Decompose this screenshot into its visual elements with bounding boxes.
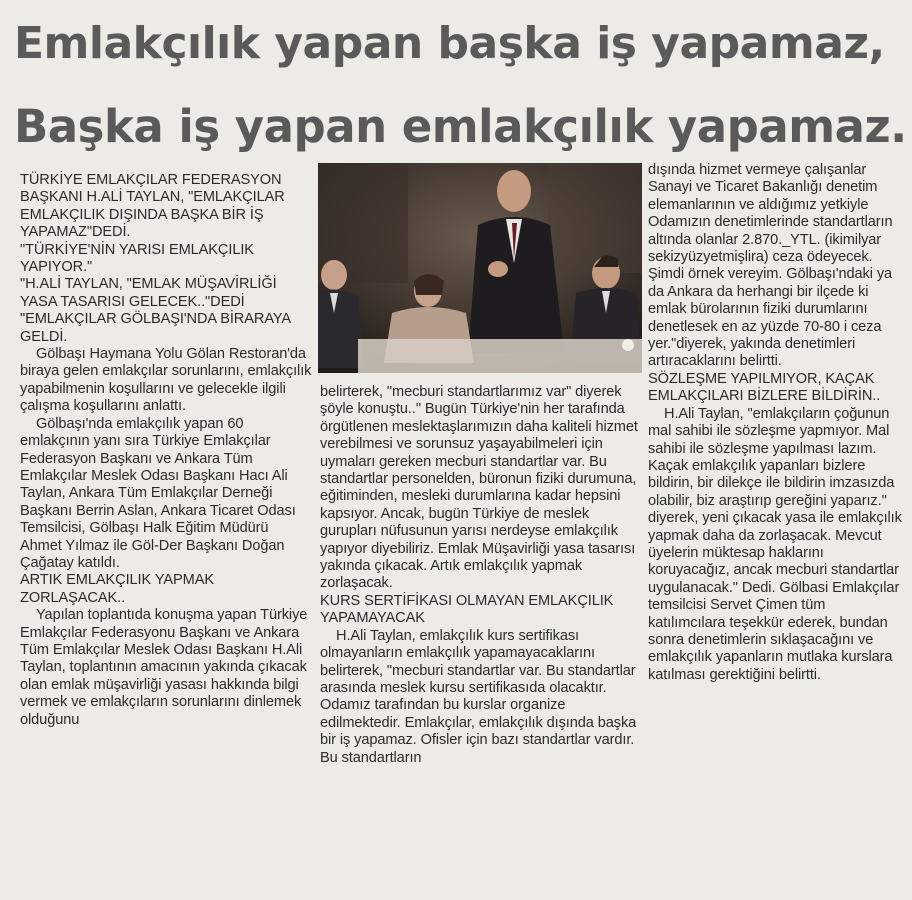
section-heading: "EMLAKÇILAR GÖLBAŞI'NDA BİRARAYA GELDİ. xyxy=(20,311,291,345)
article-column-1 xyxy=(20,172,312,729)
headline-line-2: Başka iş yapan emlakçılık yapamaz. xyxy=(14,100,907,153)
paragraph: Gölbaşı Haymana Yolu Gölan Restoran'da biraya gelen emlakçılar sorunlarını, emlakçılık yapabilmenin koşullarını ve gelecekle ilgili çalışma koşullarını anlattı. xyxy=(20,346,312,415)
event-photo xyxy=(318,163,642,373)
paragraph: Yapılan toplantıda konuşma yapan Türkiye Emlakçılar Federasyonu Başkanı ve Ankara Tüm Emlakçılar Meslek Odası Başkanı H.Ali Taylan, toplantının amacının yakında çıkacak olan emlak müşavirliği yasası hakkında bilgi vermek ve emlakçıların sorunlarını dinlemek olduğunu xyxy=(20,607,308,728)
section-heading: TÜRKİYE EMLAKÇILAR FEDERASYON BAŞKANI H.ALİ TAYLAN, "EMLAKÇILAR EMLAKÇILIK DIŞINDA BAŞKA BİR İŞ YAPAMAZ"DEDİ. xyxy=(20,172,285,241)
paragraph: H.Ali Taylan, "emlakçıların çoğunun mal sahibi ile sözleşme yapmıyor. Mal sahibi ile sözleşme yapılması lazım. Kaçak emlakçılık yapanları bizlere bildirin, bir dilekçe ile bildirin imzasızda olabilir, biz araştırıp gereğini yaparız." diyerek, yeni çıkacak yasa ile emlakçılık yapmak daha da zorlaşacak. Mevcut üyelerin müktesap haklarını koruyacağız, ancak mecburi standartlar uygulanacak." Dedi. Gölbasi Emlakçılar temsilcisi Servet Çimen tüm katılımcılara teşekkür ederek, bundan sonra denetimlerin sıklaşacağını ve emlakçılık yapanların mutlaka kurslara katılması gerektiğini belirtti. xyxy=(648,405,902,683)
section-heading: "TÜRKİYE'NİN YARISI EMLAKÇILIK YAPIYOR." xyxy=(20,241,254,276)
article-column-3 xyxy=(648,162,906,684)
headline-line-1: Emlakçılık yapan başka iş yapamaz, xyxy=(14,18,885,69)
section-heading: KURS SERTİFİKASI OLMAYAN EMLAKÇILIK YAPAMAYACAK xyxy=(320,592,614,627)
paragraph: Gölbaşı'nda emlakçılık yapan 60 emlakçının yanı sıra Türkiye Emlakçılar Federasyon Başkanı ve Ankara Tüm Emlakçılar Meslek Odası Başkanı Hacı Ali Taylan, Ankara Tüm Emlakçılar Derneği Başkanı Berrin Aslan, Ankara Ticaret Odası Temsilcisi, Gölbaşı Halk Eğitim Müdürü Ahmet Yılmaz ile Göl-Der Başkanı Doğan Çağatay katıldı. xyxy=(20,415,296,571)
paragraph: H.Ali Taylan, emlakçılık kurs sertifikası olmayanların emlakçılık yapamayacaklarını belirterek, "mecburi standartlar var. Bu standartlar arasında meslek kursu sertifikasıda olacaktır. Odamız tarafından bu kurslar organize edilmektedir. Emlakçılar, emlakçılık dışında başka bir iş yapamaz. Ofisler için bazı standartlar vardır. Bu standartların xyxy=(320,627,637,766)
photo-illustration xyxy=(318,163,642,373)
section-heading: SÖZLEŞME YAPILMIYOR, KAÇAK EMLAKÇILARI BİZLERE BİLDİRİN.. xyxy=(648,370,881,405)
paragraph: belirterek, "mecburi standartlarımız var" diyerek şöyle konuştu.." Bugün Türkiye'nin her tarafında örgütlenen meslektaşlarımızın daha kaliteli hizmet verebilmesi ve sorunsuz yaşayabilmeleri için uymaları gereken mecburi standartlar var. Bu standartlar personelden, büronun fiziki durumuna, eğitiminden, mesleki durumlarına kadar hepsini kapsıyor. Ancak, bugün Türkiye de meslek gurupları nüfusunun yarısı nerdeyse emlakçılık yapıyor diyebiliriz. Emlak Müşavirliği yasa tasarısı yakında çıkacak. Artık emlakçılık yapmak zorlaşacak. xyxy=(320,384,638,592)
paragraph: dışında hizmet vermeye çalışanlar Sanayi ve Ticaret Bakanlığı denetim elemanlarının ve aldığımız yetkiyle Odamızın denetimlerinde standartların altında olanlar 2.870._YTL. (ikimilyar sekizyüzyetmişlira) ceza ödeyecek. Şimdi örnek vereyim. Gölbaşı'ndaki ya da Ankara da herhangi bir ilçede ki emlak bürolarının fiziki durumlarını denetlesek en az yüzde 70-80 i ceza yer."diyerek, yakında denetimleri artıracaklarını belirtti. xyxy=(648,162,893,370)
section-heading: "H.ALİ TAYLAN, "EMLAK MÜŞAVİRLİĞİ YASA TASARISI GELECEK.."DEDİ xyxy=(20,276,277,310)
article-column-2 xyxy=(320,384,642,767)
section-heading: ARTIK EMLAKÇILIK YAPMAK ZORLAŞACAK.. xyxy=(20,572,214,606)
